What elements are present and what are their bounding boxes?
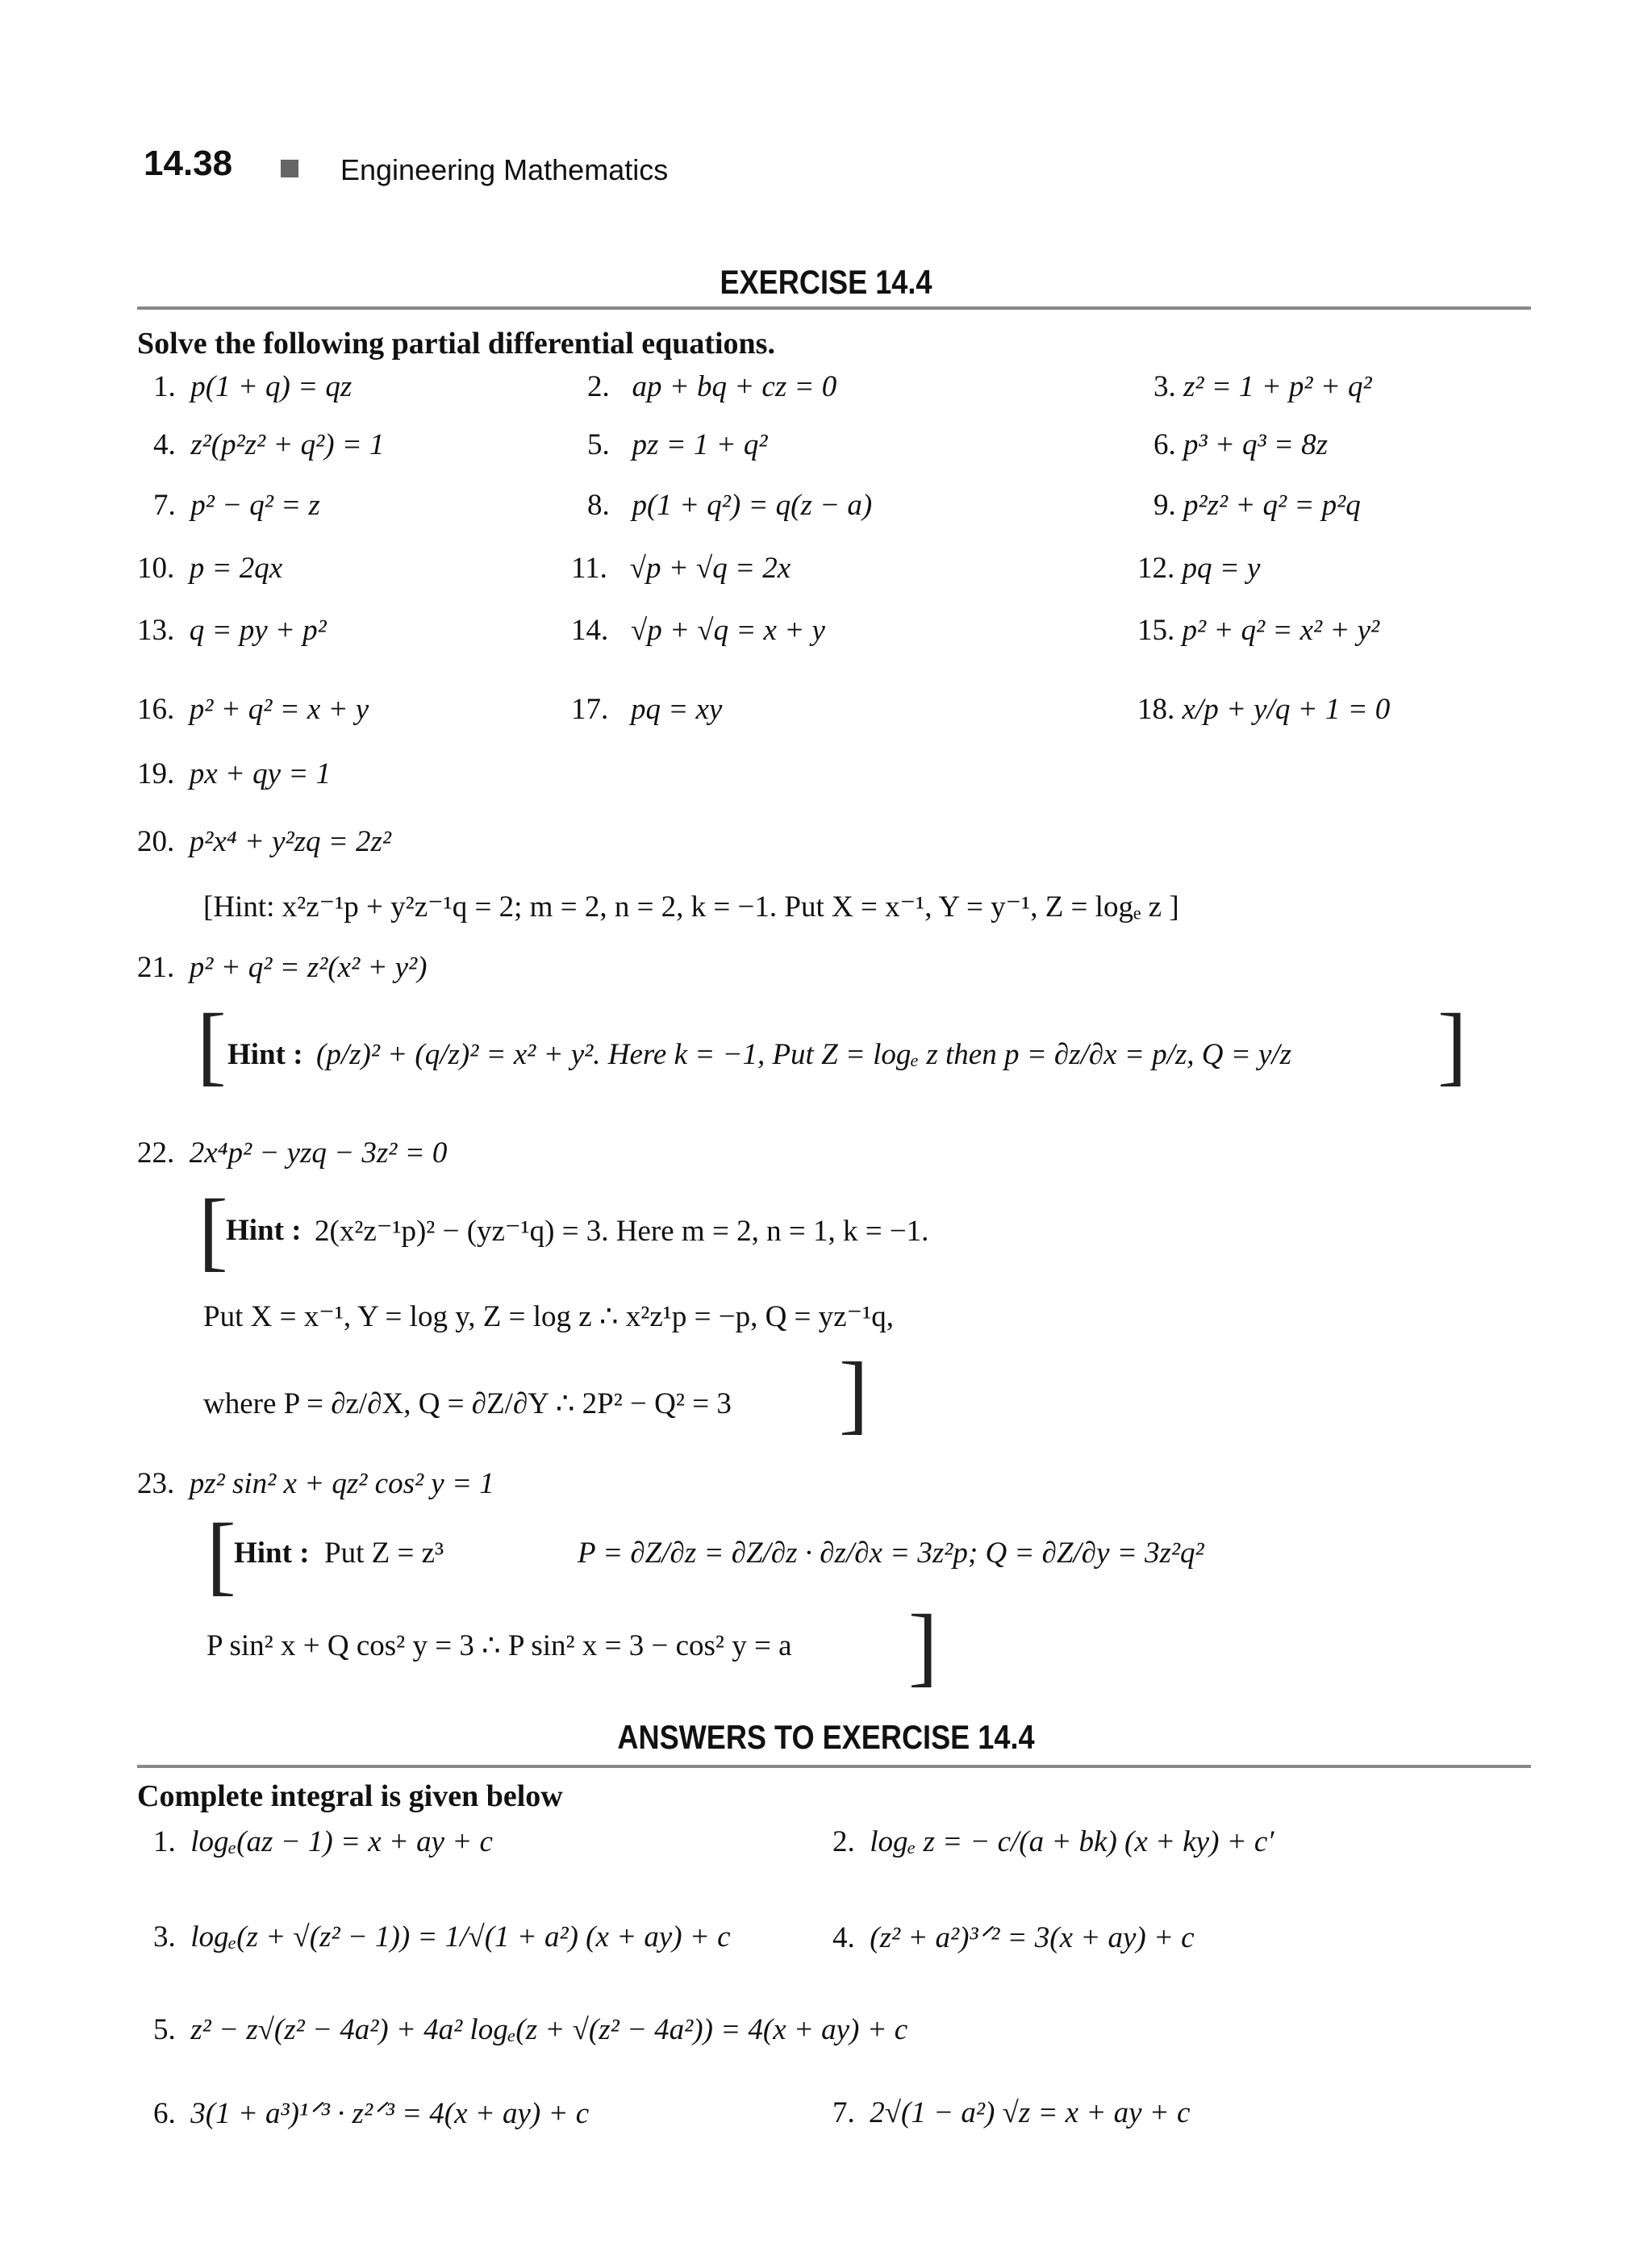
answer-1: 1. logₑ(az − 1) = x + ay + c <box>153 1825 493 1858</box>
problem-20: 20. p²x⁴ + y²zq = 2z² <box>137 825 391 858</box>
problem-10: 10. p = 2qx <box>137 552 283 585</box>
hint-22-line3: where P = ∂z/∂X, Q = ∂Z/∂Y ∴ 2P² − Q² = 3 <box>203 1387 732 1420</box>
problem-15: 15. p² + q² = x² + y² <box>1137 614 1380 647</box>
hint-22-line2: Put X = x⁻¹, Y = log y, Z = log z ∴ x²z¹p = −p, Q = yz⁻¹q, <box>203 1300 894 1333</box>
hint-20: [Hint: x²z⁻¹p + y²z⁻¹q = 2; m = 2, n = 2, k = −1. Put X = x⁻¹, Y = y⁻¹, Z = logₑ z ] <box>203 890 1179 924</box>
problem-8: 8. p(1 + q²) = q(z − a) <box>587 489 873 522</box>
hint-23-line2: P = ∂Z/∂z = ∂Z/∂z · ∂z/∂x = 3z²p; Q = ∂Z/∂y = 3z²q² <box>578 1537 1204 1570</box>
hint-21: (p/z)² + (q/z)² = x² + y². Here k = −1, Put Z = logₑ z then p = ∂z/∂x = p/z, Q = y/z <box>316 1038 1292 1071</box>
problem-18: 18. x/p + y/q + 1 = 0 <box>1137 693 1391 726</box>
problem-14: 14. √p + √q = x + y <box>571 614 825 647</box>
hint-23-open-bracket: [ <box>206 1505 236 1603</box>
answer-6: 6. 3(1 + a³)¹ᐟ³ · z²ᐟ³ = 4(x + ay) + c <box>153 2097 590 2130</box>
problem-23: 23. pz² sin² x + qz² cos² y = 1 <box>137 1467 494 1500</box>
hint-22-label: Hint : <box>226 1214 302 1247</box>
hint-23-line1: Put Z = z³ <box>324 1537 444 1570</box>
problem-16: 16. p² + q² = x + y <box>137 693 369 726</box>
problem-3: 3. z² = 1 + p² + q² <box>1153 370 1372 403</box>
hint-22-close-bracket: ] <box>839 1344 869 1442</box>
answer-7: 7. 2√(1 − a²) √z = x + ay + c <box>832 2096 1191 2129</box>
exercise-instruction: Solve the following partial differential equations. <box>137 327 775 361</box>
problem-22: 22. 2x⁴p² − yzq − 3z² = 0 <box>137 1136 448 1170</box>
problem-4: 4. z²(p²z² + q²) = 1 <box>153 428 385 461</box>
problem-19: 19. px + qy = 1 <box>137 757 332 790</box>
header-bullet <box>281 160 298 177</box>
problem-7: 7. p² − q² = z <box>153 489 320 522</box>
hint-21-label: Hint : <box>227 1038 303 1071</box>
hint-23-line3: P sin² x + Q cos² y = 3 ∴ P sin² x = 3 − cos² y = a <box>206 1629 792 1662</box>
exercise-rule <box>137 306 1531 310</box>
answers-title: ANSWERS TO EXERCISE 14.4 <box>617 1718 1035 1756</box>
book-title: Engineering Mathematics <box>340 153 669 186</box>
page-number: 14.38 <box>144 144 233 183</box>
problem-6: 6. p³ + q³ = 8z <box>1153 428 1329 461</box>
problem-21: 21. p² + q² = z²(x² + y²) <box>137 951 428 984</box>
problem-1: 1. p(1 + q) = qz <box>153 370 353 403</box>
hint-22-line1: 2(x²z⁻¹p)² − (yz⁻¹q) = 3. Here m = 2, n = 1, k = −1. <box>315 1215 929 1248</box>
problem-2: 2. ap + bq + cz = 0 <box>587 370 837 403</box>
exercise-title: EXERCISE 14.4 <box>720 263 932 301</box>
answers-intro: Complete integral is given below <box>137 1779 563 1813</box>
hint-22-open-bracket: [ <box>198 1181 228 1279</box>
answers-rule <box>137 1765 1531 1768</box>
answer-3: 3. logₑ(z + √(z² − 1)) = 1/√(1 + a²) (x + ay) + c <box>153 1920 731 1954</box>
answer-2: 2. logₑ z = − c/(a + bk) (x + ky) + c′ <box>832 1825 1274 1858</box>
hint-23-label: Hint : <box>234 1537 310 1570</box>
problem-9: 9. p²z² + q² = p²q <box>1153 489 1361 522</box>
hint-21-close-bracket: ] <box>1437 995 1467 1094</box>
answer-4: 4. (z² + a²)³ᐟ² = 3(x + ay) + c <box>832 1921 1195 1954</box>
problem-11: 11. √p + √q = 2x <box>571 552 791 585</box>
hint-21-open-bracket: [ <box>197 995 227 1094</box>
hint-23-close-bracket: ] <box>908 1596 938 1695</box>
problem-12: 12. pq = y <box>1137 552 1261 585</box>
problem-13: 13. q = py + p² <box>137 614 327 647</box>
problem-5: 5. pz = 1 + q² <box>587 428 768 461</box>
problem-17: 17. pq = xy <box>571 693 723 726</box>
answer-5: 5. z² − z√(z² − 4a²) + 4a² logₑ(z + √(z² − 4a²)) = 4(x + ay) + c <box>153 2013 908 2046</box>
